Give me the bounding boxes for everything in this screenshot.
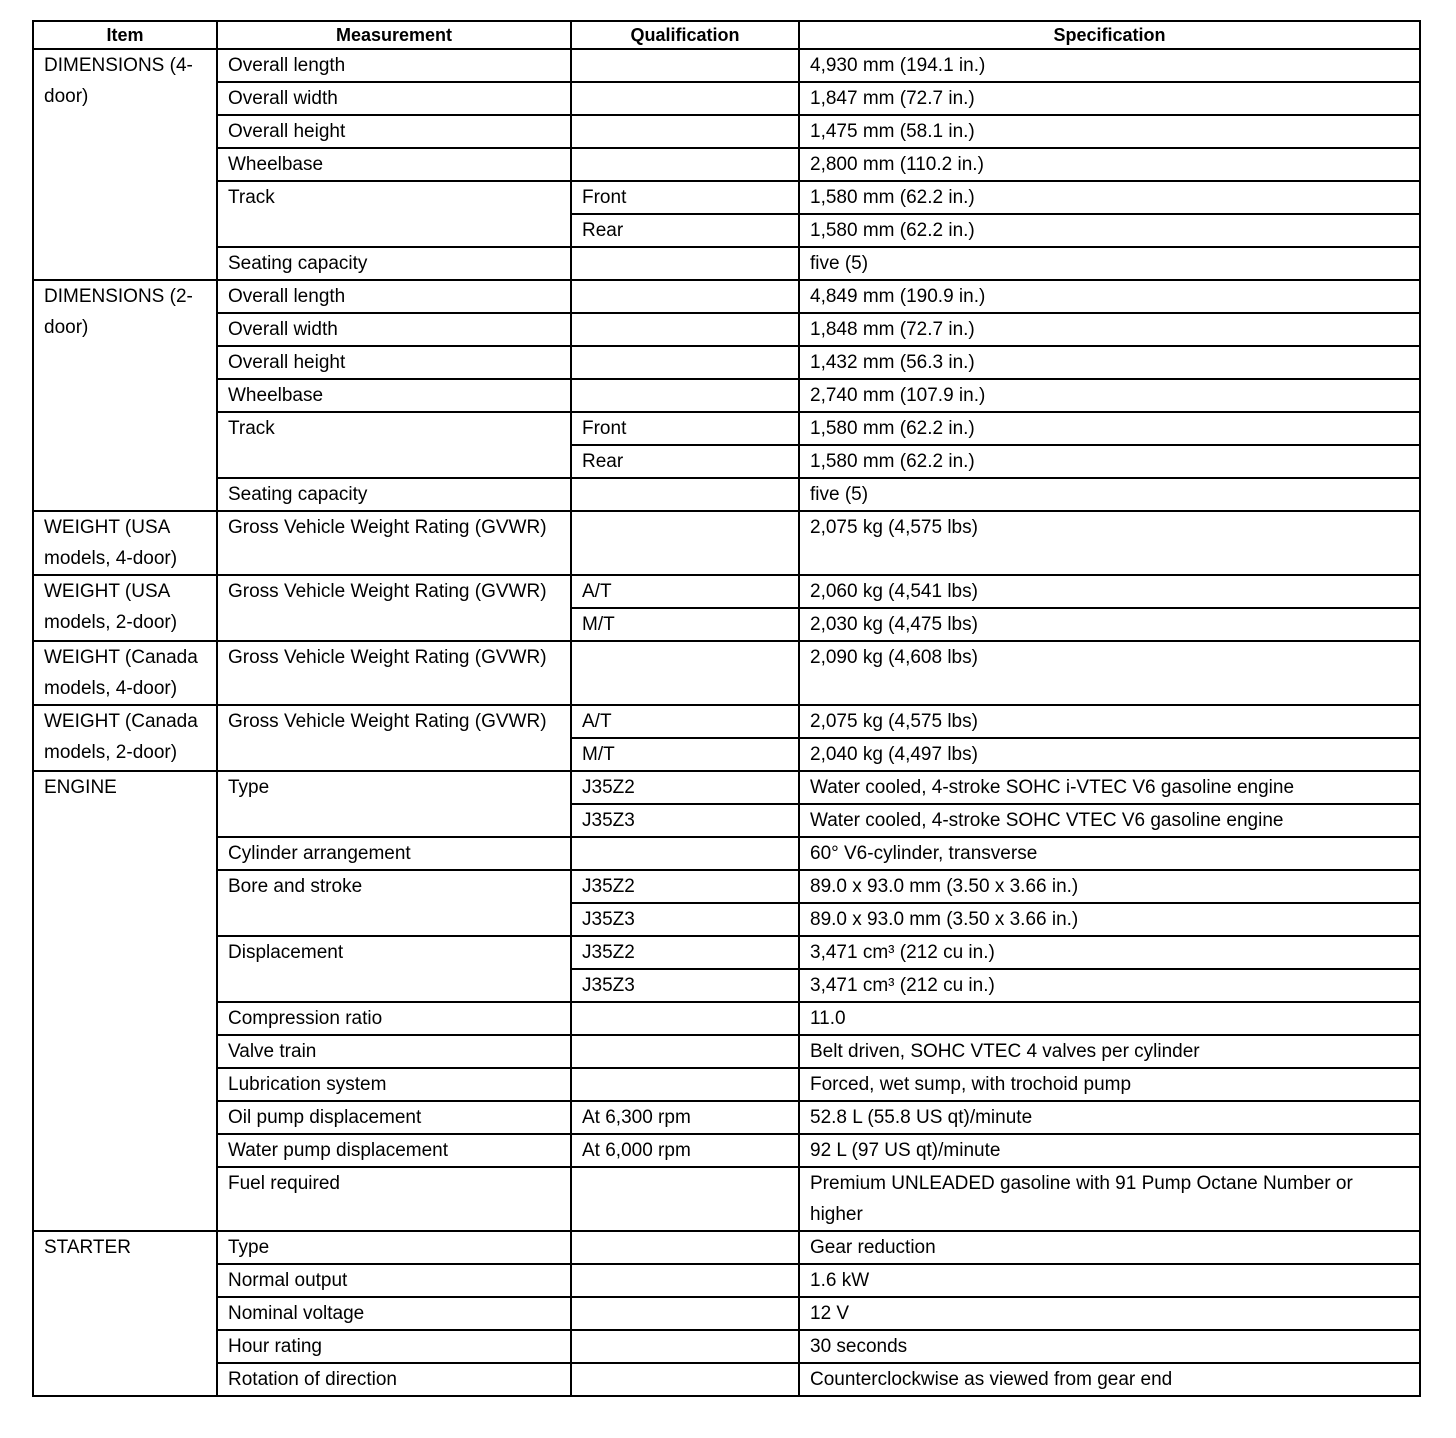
- table-row: [33, 1330, 1420, 1363]
- header-specification: Specification: [799, 21, 1420, 49]
- qualification-cell: At 6,000 rpm: [571, 1134, 799, 1167]
- measurement-cell: Bore and stroke: [217, 870, 571, 936]
- qualification-cell: [571, 280, 799, 313]
- qualification-cell: [571, 511, 799, 575]
- table-row: [33, 1002, 1420, 1035]
- specification-cell: 4,930 mm (194.1 in.): [799, 49, 1420, 82]
- item-cell: DIMENSIONS (4-door): [33, 49, 217, 280]
- measurement-cell: Seating capacity: [217, 478, 571, 511]
- specification-cell: Water cooled, 4-stroke SOHC i-VTEC V6 gasoline engine: [799, 771, 1420, 804]
- specification-cell: Premium UNLEADED gasoline with 91 Pump Octane Number or higher: [799, 1167, 1420, 1231]
- specification-cell: 1,580 mm (62.2 in.): [799, 412, 1420, 445]
- table-row: [33, 837, 1420, 870]
- specification-cell: 89.0 x 93.0 mm (3.50 x 3.66 in.): [799, 903, 1420, 936]
- item-cell: DIMENSIONS (2-door): [33, 280, 217, 511]
- qualification-cell: Front: [571, 181, 799, 214]
- qualification-cell: J35Z3: [571, 903, 799, 936]
- specification-cell: 2,740 mm (107.9 in.): [799, 379, 1420, 412]
- measurement-cell: Cylinder arrangement: [217, 837, 571, 870]
- specification-cell: 2,090 kg (4,608 lbs): [799, 641, 1420, 705]
- specifications-table: [32, 20, 1421, 1397]
- table-row: [33, 705, 1420, 738]
- qualification-cell: [571, 1297, 799, 1330]
- specification-cell: Forced, wet sump, with trochoid pump: [799, 1068, 1420, 1101]
- measurement-cell: Overall length: [217, 280, 571, 313]
- specification-cell: 2,075 kg (4,575 lbs): [799, 511, 1420, 575]
- table-row: [33, 870, 1420, 903]
- specification-cell: 2,040 kg (4,497 lbs): [799, 738, 1420, 771]
- qualification-cell: Front: [571, 412, 799, 445]
- measurement-cell: Hour rating: [217, 1330, 571, 1363]
- specification-cell: 3,471 cm³ (212 cu in.): [799, 936, 1420, 969]
- measurement-cell: Lubrication system: [217, 1068, 571, 1101]
- measurement-cell: Overall width: [217, 313, 571, 346]
- qualification-cell: A/T: [571, 705, 799, 738]
- table-row: [33, 82, 1420, 115]
- measurement-cell: Normal output: [217, 1264, 571, 1297]
- table-row: [33, 1231, 1420, 1264]
- specification-cell: 60° V6-cylinder, transverse: [799, 837, 1420, 870]
- item-cell: STARTER: [33, 1231, 217, 1396]
- specification-cell: Belt driven, SOHC VTEC 4 valves per cylinder: [799, 1035, 1420, 1068]
- qualification-cell: [571, 1330, 799, 1363]
- measurement-cell: Overall length: [217, 49, 571, 82]
- qualification-cell: J35Z3: [571, 969, 799, 1002]
- qualification-cell: J35Z2: [571, 771, 799, 804]
- measurement-cell: Fuel required: [217, 1167, 571, 1231]
- table-row: [33, 49, 1420, 82]
- header-qualification: Qualification: [571, 21, 799, 49]
- qualification-cell: [571, 1231, 799, 1264]
- table-row: [33, 575, 1420, 608]
- table-row: [33, 379, 1420, 412]
- qualification-cell: [571, 641, 799, 705]
- item-cell: WEIGHT (USA models, 2-door): [33, 575, 217, 641]
- item-cell: WEIGHT (Canada models, 4-door): [33, 641, 217, 705]
- table-row: [33, 511, 1420, 575]
- specification-cell: 1,848 mm (72.7 in.): [799, 313, 1420, 346]
- qualification-cell: A/T: [571, 575, 799, 608]
- table-row: [33, 148, 1420, 181]
- specification-cell: 30 seconds: [799, 1330, 1420, 1363]
- table-row: [33, 1068, 1420, 1101]
- table-row: [33, 1363, 1420, 1396]
- qualification-cell: [571, 1035, 799, 1068]
- table-row: [33, 346, 1420, 379]
- table-row: [33, 771, 1420, 804]
- qualification-cell: [571, 1264, 799, 1297]
- table-row: [33, 478, 1420, 511]
- specification-cell: 1,847 mm (72.7 in.): [799, 82, 1420, 115]
- specification-cell: 1,580 mm (62.2 in.): [799, 181, 1420, 214]
- measurement-cell: Rotation of direction: [217, 1363, 571, 1396]
- table-row: [33, 247, 1420, 280]
- table-row: [33, 181, 1420, 214]
- measurement-cell: Seating capacity: [217, 247, 571, 280]
- table-row: [33, 1264, 1420, 1297]
- qualification-cell: J35Z3: [571, 804, 799, 837]
- specification-cell: Gear reduction: [799, 1231, 1420, 1264]
- measurement-cell: Water pump displacement: [217, 1134, 571, 1167]
- qualification-cell: [571, 313, 799, 346]
- measurement-cell: Gross Vehicle Weight Rating (GVWR): [217, 511, 571, 575]
- item-cell: WEIGHT (Canada models, 2-door): [33, 705, 217, 771]
- measurement-cell: Valve train: [217, 1035, 571, 1068]
- qualification-cell: [571, 1068, 799, 1101]
- specification-cell: 89.0 x 93.0 mm (3.50 x 3.66 in.): [799, 870, 1420, 903]
- qualification-cell: [571, 115, 799, 148]
- table-row: [33, 412, 1420, 445]
- specification-cell: Counterclockwise as viewed from gear end: [799, 1363, 1420, 1396]
- qualification-cell: [571, 82, 799, 115]
- specification-cell: 3,471 cm³ (212 cu in.): [799, 969, 1420, 1002]
- measurement-cell: Wheelbase: [217, 379, 571, 412]
- specification-cell: five (5): [799, 478, 1420, 511]
- specification-cell: 2,800 mm (110.2 in.): [799, 148, 1420, 181]
- measurement-cell: Overall height: [217, 115, 571, 148]
- qualification-cell: [571, 379, 799, 412]
- specification-cell: 52.8 L (55.8 US qt)/minute: [799, 1101, 1420, 1134]
- qualification-cell: J35Z2: [571, 870, 799, 903]
- measurement-cell: Overall width: [217, 82, 571, 115]
- table-row: [33, 115, 1420, 148]
- qualification-cell: [571, 346, 799, 379]
- measurement-cell: Gross Vehicle Weight Rating (GVWR): [217, 575, 571, 641]
- qualification-cell: M/T: [571, 608, 799, 641]
- specification-cell: 2,060 kg (4,541 lbs): [799, 575, 1420, 608]
- header-item: Item: [33, 21, 217, 49]
- specification-cell: 4,849 mm (190.9 in.): [799, 280, 1420, 313]
- table-row: [33, 936, 1420, 969]
- qualification-cell: Rear: [571, 214, 799, 247]
- table-row: [33, 1297, 1420, 1330]
- measurement-cell: Nominal voltage: [217, 1297, 571, 1330]
- specification-cell: 2,075 kg (4,575 lbs): [799, 705, 1420, 738]
- table-row: [33, 1035, 1420, 1068]
- qualification-cell: J35Z2: [571, 936, 799, 969]
- qualification-cell: [571, 148, 799, 181]
- specification-cell: 1,580 mm (62.2 in.): [799, 445, 1420, 478]
- specification-cell: Water cooled, 4-stroke SOHC VTEC V6 gasoline engine: [799, 804, 1420, 837]
- header-measurement: Measurement: [217, 21, 571, 49]
- table-row: [33, 1101, 1420, 1134]
- measurement-cell: Overall height: [217, 346, 571, 379]
- qualification-cell: M/T: [571, 738, 799, 771]
- measurement-cell: Track: [217, 412, 571, 478]
- header-row: [33, 21, 1420, 49]
- table-row: [33, 280, 1420, 313]
- table-row: [33, 1167, 1420, 1231]
- qualification-cell: [571, 1002, 799, 1035]
- qualification-cell: [571, 1363, 799, 1396]
- table-row: [33, 641, 1420, 705]
- measurement-cell: Displacement: [217, 936, 571, 1002]
- specification-cell: 2,030 kg (4,475 lbs): [799, 608, 1420, 641]
- qualification-cell: At 6,300 rpm: [571, 1101, 799, 1134]
- specification-cell: 1,475 mm (58.1 in.): [799, 115, 1420, 148]
- measurement-cell: Oil pump displacement: [217, 1101, 571, 1134]
- qualification-cell: Rear: [571, 445, 799, 478]
- specification-cell: 11.0: [799, 1002, 1420, 1035]
- measurement-cell: Compression ratio: [217, 1002, 571, 1035]
- measurement-cell: Gross Vehicle Weight Rating (GVWR): [217, 705, 571, 771]
- table-row: [33, 1134, 1420, 1167]
- item-cell: WEIGHT (USA models, 4-door): [33, 511, 217, 575]
- qualification-cell: [571, 247, 799, 280]
- specification-cell: 92 L (97 US qt)/minute: [799, 1134, 1420, 1167]
- measurement-cell: Type: [217, 1231, 571, 1264]
- measurement-cell: Track: [217, 181, 571, 247]
- qualification-cell: [571, 1167, 799, 1231]
- specification-cell: 1,432 mm (56.3 in.): [799, 346, 1420, 379]
- qualification-cell: [571, 837, 799, 870]
- measurement-cell: Gross Vehicle Weight Rating (GVWR): [217, 641, 571, 705]
- qualification-cell: [571, 478, 799, 511]
- qualification-cell: [571, 49, 799, 82]
- specification-cell: 1.6 kW: [799, 1264, 1420, 1297]
- measurement-cell: Wheelbase: [217, 148, 571, 181]
- item-cell: ENGINE: [33, 771, 217, 1231]
- specification-cell: five (5): [799, 247, 1420, 280]
- specification-cell: 12 V: [799, 1297, 1420, 1330]
- measurement-cell: Type: [217, 771, 571, 837]
- table-body: [33, 49, 1420, 1396]
- table-row: [33, 313, 1420, 346]
- specification-cell: 1,580 mm (62.2 in.): [799, 214, 1420, 247]
